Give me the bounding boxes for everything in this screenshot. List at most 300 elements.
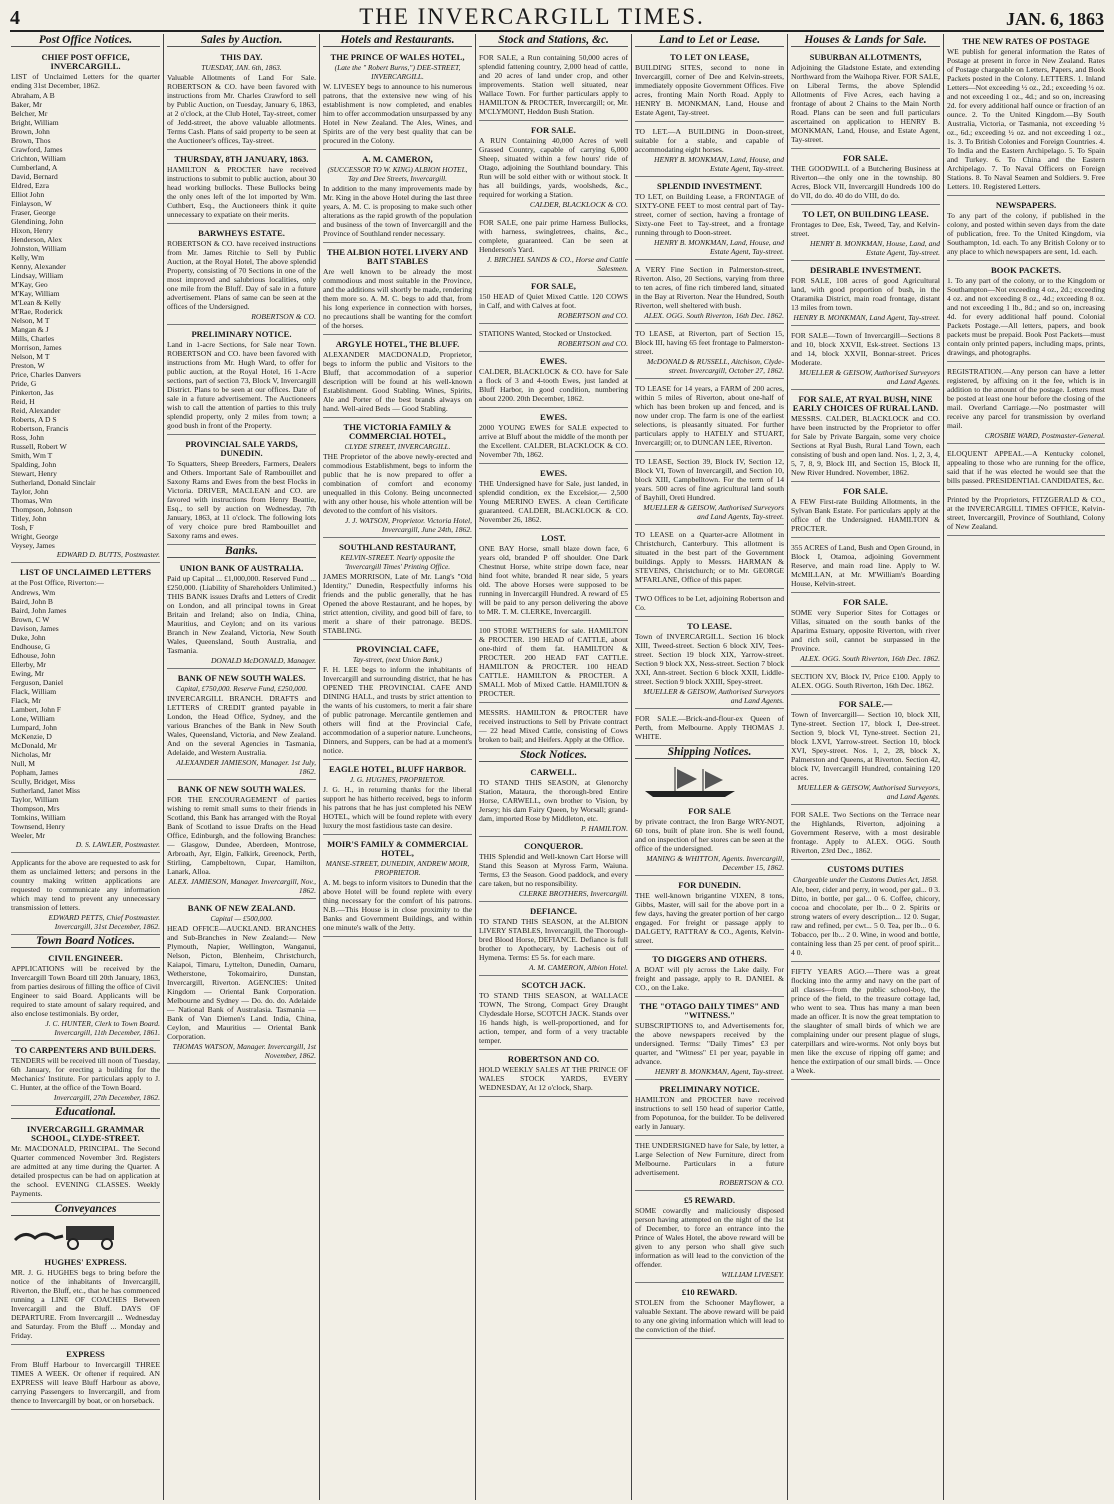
ad-signature: J. J. WATSON, Proprietor. Victoria Hotel, Invercargill, June 24th, 1862. — [344, 516, 472, 534]
letter-entry: Smith, Wm T — [11, 451, 53, 460]
ad-body: FOR SALE, 108 acres of good Agricultural land, with good proportion of bush, in the Otaramika District, main road frontage, distant 13 miles from town. — [791, 276, 940, 312]
advertisement — [947, 263, 1105, 362]
ad-signature: MUELLER & GEISOW, Authorised Surveyors and Land Agents, Tay-street. — [643, 503, 784, 521]
ad-title: EWES. — [540, 412, 567, 422]
ad-subtitle: KELVIN-STREET. Nearly opposite the 'Invercargill Times' Printing Office. — [340, 553, 455, 571]
ad-body: TO LET, on Building Lease, a FRONTAGE of SIXTY-ONE FEET to most central part of Tay-street, corner of section, having a frontage of Sixty-one Feet to Tay-street, and a frontage running through to Doon-street. — [635, 192, 784, 237]
advertisement — [791, 669, 940, 695]
advertisement — [323, 245, 472, 335]
ad-signature: MUELLER & GEISOW, Authorised Surveyors and Land Agents. — [643, 687, 784, 705]
ad-signature: ROBERTSON & CO. — [719, 1178, 784, 1187]
ad-title: BANK OF NEW SOUTH WALES. — [177, 673, 306, 683]
ad-signature: McDONALD & RUSSELL, Aitchison, Clyde-street. Invercargill, October 27, 1862. — [647, 357, 784, 375]
letter-entry: Brown, Thos — [11, 136, 51, 145]
letter-entry: Weeler, Mr — [11, 831, 46, 840]
ad-title: CARWELL. — [530, 767, 577, 777]
advertisement — [167, 782, 316, 899]
letter-entry: Reid, H — [11, 397, 35, 406]
column-5 — [632, 34, 788, 1500]
ad-title: CUSTOMS DUTIES — [827, 864, 904, 874]
letter-entry: Lone, William — [11, 714, 55, 723]
advertisement — [635, 454, 784, 525]
letter-entry: Russell, Robert W — [11, 442, 67, 451]
ad-title: LIST OF UNCLAIMED LETTERS — [19, 567, 152, 577]
ad-signature: ROBERTSON and CO. — [557, 311, 628, 320]
ad-body: Ale, beer, cider and perry, in wood, per gal... 0 3. Ditto, in bottle, per gal... 0 6. Coffee, chicory, cocoa and chocolate, per lb... 0 2. Spirits or strong waters of every description... 12 0. Sugar, raw and refined, per cwt... 5 0. Tea, per lb... 0 6. Tobacco, per lb... 2 0. Wine, in wood and bottle, containing less than 25 per cent. of proof spirit... 4 0. — [791, 885, 940, 957]
ad-body: Printed by the Proprietors, FITZGERALD & CO., at the INVERCARGILL TIMES OFFICE, Kelvin-street, Invercargill, Province of Southland, Colony of New Zealand. — [947, 495, 1105, 531]
section-heading: Stock and Stations, &c. — [479, 36, 628, 47]
advertisement — [791, 263, 940, 326]
ad-body: APPLICATIONS will be received by the Invercargill Town Board till 20th January, 1863, from parties desirous of filling the office of Civil Engineer to said Board. Applicants will be required to state amount of salary required, and also enclose testimonials. By order, — [11, 964, 160, 1018]
letter-entry: Baker, Mr — [11, 100, 42, 109]
ad-signature: EDWARD PETTS, Chief Postmaster. Invercargill, 31st December, 1862. — [48, 913, 160, 931]
advertisement — [167, 50, 316, 150]
ad-signature: HENRY B. MONKMAN, Land, House, and Estate Agent, Tay-street. — [653, 155, 784, 173]
letter-entry: Townsend, Henry — [11, 822, 65, 831]
ad-signature: ROBERTSON & CO. — [251, 312, 316, 321]
ad-title: TO LEASE. — [687, 621, 732, 631]
advertisement — [635, 179, 784, 260]
advertisement — [11, 951, 160, 1041]
letter-entry: Taylor, John — [11, 487, 49, 496]
advertisement — [479, 279, 628, 324]
letter-entry: Crichton, William — [11, 154, 66, 163]
ad-title: CONQUEROR. — [524, 841, 583, 851]
ad-body: JAMES MORRISON, Late of Mr. Lang's "Old Identity," Dunedin, Respectfully informs his friends and the public generally, that he has Opened the above Restaurant, and he hopes, by strict attention, civility, and good bill of fare, to merit a share of their patronage. BEDS. STABLING. — [323, 572, 472, 635]
letter-entry: M'Lean & Kelly — [11, 298, 61, 307]
ad-signature: ALEXANDER JAMIESON, Manager. 1st July, 1862. — [176, 758, 316, 776]
ad-title: LOST. — [541, 533, 566, 543]
advertisement — [323, 837, 472, 937]
advertisement — [635, 1082, 784, 1136]
letter-entry: Kenny, Alexander — [11, 262, 66, 271]
advertisement — [167, 152, 316, 224]
letter-entry: McKenzie, D — [11, 732, 52, 741]
letter-entry: Mangan & J — [11, 325, 49, 334]
ad-body: Are well known to be already the most commodious and most suitable in the Province, and the additions will shortly be made, rendering them more so. A. M. C. begs to add that, from his long experience in connection with horses, no precautions shall be wanting for the comfort of the horses. — [323, 267, 472, 330]
ad-signature: ALEX. OGG. South Riverton, 16th Dec. 1862. — [644, 311, 784, 320]
advertisement — [479, 1052, 628, 1097]
ad-body: Land in 1-acre Sections, for Sale near Town. ROBERTSON and CO. have been favored with instructions from Mr. Hugh Ward, to offer for public auction, at the Royal Hotel, 16 1-Acre sections, part of section 73, Block V, Invercargill District. Plans to be seen at our offices. Date of sale in a future advertisement. The Auctioneers wish to call the attention of parties to this truly splendid property, only 2 miles from town; a good bush in front of the Property. — [167, 340, 316, 430]
ad-title: BANK OF NEW ZEALAND. — [187, 903, 296, 913]
ad-body: CALDER, BLACKLOCK & CO. have for Sale a flock of 3 and 4-tooth Ewes, just landed at Bluff Harbor, in good condition, numbering about 2200. 20th December, 1862. — [479, 367, 628, 403]
letter-entry: Baird, John James — [11, 606, 67, 615]
section-heading: Stock Notices. — [479, 751, 628, 762]
ad-signature: CALDER, BLACKLOCK & CO. — [529, 200, 628, 209]
ad-body: MESSRS. CALDER, BLACKLOCK and CO. have been instructed by the Proprietor to offer for Sale by Private Bargain, some very choice Sections at Ryal Bush, Rural Land Town, each consisting of bush and open land. Nos. 1, 2, 3, 4, 5, 7, 8, 9, Block III, and Section 15, Block II, New River Hundred. November, 1862. — [791, 414, 940, 477]
ad-title: THE PRINCE OF WALES HOTEL, — [330, 52, 465, 62]
advertisement — [635, 619, 784, 709]
ad-body: THE Undersigned have for Sale, just landed, in splendid condition, ex the Excelsior,— 2,500 Young MERINO EWES. A clean Certificate guaranteed. CALDER, BLACKLOCK & CO. November 26, 1862. — [479, 479, 628, 524]
ad-body: ELOQUENT APPEAL.—A Kentucky colonel, appealing to those who are running for the office, said that if he was elected he would see that the bills passed. PRESIDENTIAL CANDIDATES, &c. — [947, 449, 1105, 485]
advertisement — [791, 697, 940, 805]
ad-title: NEWSPAPERS. — [995, 200, 1057, 210]
ad-body: THE GOODWILL of a Butchering Business at Riverton—the only one in the township. 80 Acres, Block VII, Invercargill Hundreds 100 do do VII, do do. 40 do do VIII, do do. — [791, 164, 940, 200]
letter-entry: Bright, William — [11, 118, 59, 127]
letter-entry: Stewart, Henry — [11, 469, 57, 478]
coach-illustration-icon — [11, 1222, 141, 1250]
ad-signature: ALEX. OGG. South Riverton, 16th Dec. 1862. — [800, 654, 940, 663]
letter-entry: Andrews, Wm — [11, 588, 56, 597]
advertisement — [11, 1122, 160, 1203]
ad-signature: EDWARD D. BUTTS, Postmaster. — [56, 550, 160, 559]
letter-entry: Finlayson, W — [11, 199, 52, 208]
ad-body: HEAD OFFICE—AUCKLAND. BRANCHES and Sub-Branches in New Zealand:— New Plymouth, Napier, Wellington, Wanganui, Nelson, Picton, Blenheim, Christchurch, Kaiapoi, Timaru, Lyttelton, Dunedin, Oamaru, Wetherstone, Tokomairiro, Dunstan, Invercargill, Riverton. AGENCIES: United Kingdom — Oriental Bank Corporation. Melbourne and Sydney — Do. do. do. Adelaide — National Bank of Australasia. Tasmania — Bank of Van Diemen's Land. India, China, Ceylon, and Mauritius — Oriental Bank Corporation. — [167, 924, 316, 1041]
ad-subtitle: (Late the " Robert Burns,") DEE-STREET, INVERCARGILL. — [334, 63, 461, 81]
letter-entry: Baird, John B — [11, 597, 53, 606]
ad-body: HAMILTON & PROCTER have received instructions to submit to public auction, about 30 head working bullocks. These Bullocks being the only ones left of the lot imported by Wm. Cuthbert, Esq., the Auctioneers think it quite unnecessary to expatiate on their merits. — [167, 165, 316, 219]
letter-entry: Null, M — [11, 759, 36, 768]
advertisement — [323, 762, 472, 835]
ad-title: BOOK PACKETS. — [990, 265, 1062, 275]
ad-title: FOR DUNEDIN. — [678, 880, 741, 890]
letter-entry: Scully, Bridget, Miss — [11, 777, 76, 786]
ad-body: Adjoining the Gladstone Estate, and extending Northward from the Waihopa River. FOR SALE, on Liberal Terms, the above Splendid Allotments of Five Acres, each having a frontage of about 2 Chains to the Main North Road. Plans can be seen and full particulars ascertained on application to HENRY B. MONKMAN, Land, House, and Estate Agent, Tay-street. — [791, 63, 940, 144]
advertisement — [167, 901, 316, 1064]
advertisement — [479, 531, 628, 621]
ad-title: TO DIGGERS AND OTHERS. — [652, 954, 767, 964]
advertisement — [479, 410, 628, 464]
advertisement — [635, 952, 784, 997]
ad-title: THE NEW RATES OF POSTAGE — [962, 36, 1090, 46]
ad-signature: D. S. LAWLER, Postmaster. — [75, 840, 160, 849]
ad-title: PROVINCIAL SALE YARDS, DUNEDIN. — [185, 439, 298, 458]
letter-entry: Thompson, Mrs — [11, 804, 60, 813]
ad-body: TO STAND THIS SEASON, at WALLACE TOWN, The Strong, Compact Grey Draught Clydesdale Horse, SCOTCH JACK. Stands over 16 hands high, is well-proportioned, and for action, temper, and form of a very tractable temper. — [479, 991, 628, 1045]
ad-body: STATIONS Wanted, Stocked or Unstocked. — [479, 329, 612, 338]
letter-entry: Johnston, William — [11, 244, 67, 253]
letter-entry: Belcher, Mr — [11, 109, 48, 118]
letter-entry: Reid, Alexander — [11, 406, 61, 415]
ad-title: FOR SALE, AT RYAL BUSH, NINE EARLY CHOICES OF RURAL LAND. — [792, 394, 939, 413]
ad-title: £5 REWARD. — [683, 1195, 736, 1205]
ad-body: by private contract, the Iron Barge WRY-NOT, 60 tons, built of plate iron. She is well found, and on inspection of her stores can be seen at the office of the undersigned. — [635, 817, 784, 853]
ad-body: LIST of Unclaimed Letters for the quarter ending 31st December, 1862. — [11, 72, 160, 90]
ad-body: 2000 YOUNG EWES for SALE expected to arrive at Bluff about the middle of the month per the Excellent. CALDER, BLACKLOCK & CO. November 7th, 1862. — [479, 423, 628, 459]
ad-body: SECTION XV, Block IV, Price £100. Apply to ALEX. OGG. South Riverton, 16th Dec. 1862. — [791, 672, 940, 690]
ad-signature: ALEX. JAMIESON, Manager. Invercargill, Nov., 1862. — [168, 877, 316, 895]
advertisement — [791, 50, 940, 149]
ad-signature: DONALD McDONALD, Manager. — [210, 656, 316, 665]
sailing-ship-icon — [635, 765, 745, 799]
advertisement — [635, 878, 784, 950]
advertisement — [479, 623, 628, 703]
letter-entry: Thomas, Wm — [11, 496, 53, 505]
ad-body: TO LEASE on a Quarter-acre Allotment in Christchurch, Canterbury. This allotment is situated in the best part of the Government buildings. Apply to Messrs. HARMAN & STEVENS, Christchurch; or to Mr. GEORGE M'FARLANE, Office of this paper. — [635, 530, 784, 584]
letter-entry: M'Rae, Roderick — [11, 307, 63, 316]
masthead — [10, 4, 1104, 32]
ad-body: ALEXANDER MACDONALD, Proprietor, begs to inform the public and Visitors to the Bluff, that accommodation of a superior description will be found at his well-known Establishment. Good Stabling. Wines, Spirits, Ale and Porter of the best brands always on hand. Well-aired Beds — Good Stabling. — [323, 350, 472, 413]
advertisement — [791, 964, 940, 1080]
columns-container — [8, 34, 1112, 1500]
letter-entry: Flack, William — [11, 687, 57, 696]
letter-entry: Popham, James — [11, 768, 59, 777]
ad-subtitle: Chargeable under the Customs Duties Act, 1858. — [793, 875, 938, 884]
letter-entry: Kelly, Wm — [11, 253, 45, 262]
advertisement — [791, 540, 940, 593]
letter-entry: Nelson, M T — [11, 316, 50, 325]
advertisement — [635, 711, 784, 746]
column-3 — [320, 34, 476, 1500]
ad-signature: MUELLER & GEISOW, Authorised Surveyors and Land Agents. — [799, 368, 940, 386]
letter-entry: Ewing, Mr — [11, 669, 44, 678]
ad-title: CIVIL ENGINEER. — [48, 953, 123, 963]
column-1 — [8, 34, 164, 1500]
ad-body: ROBERTSON & CO. have received instructions from Mr. James Ritchie to Sell by Public Auction, at the Royal Hotel, The above splendid Property, consisting of 70 Sections in one of the most improved and salubrious localities, only one mile from the Bluff. Day of sale in a future advertisement. Plans of same can be seen at the offices of the Undersigned. — [167, 239, 316, 311]
ad-title: EXPRESS — [66, 1349, 105, 1359]
letter-entry: Flack, Mr — [11, 696, 41, 705]
letter-entry: Brown, John — [11, 127, 50, 136]
section-heading: Town Board Notices. — [11, 937, 160, 948]
letter-entry: Veysey, James — [11, 541, 55, 550]
letter-entry: Tomkins, William — [11, 813, 66, 822]
advertisement — [635, 262, 784, 324]
ad-body: TWO Offices to be Let, adjoining Robertson and Co. — [635, 594, 784, 612]
ad-body: HOLD WEEKLY SALES AT THE PRINCE OF WALES STOCK YARDS, EVERY WEDNESDAY, At 12 o'clock, Sharp. — [479, 1065, 628, 1092]
ad-title: TO LET ON LEASE, — [670, 52, 749, 62]
ad-signature: THOMAS WATSON, Manager. Invercargill, 1st November, 1862. — [172, 1042, 316, 1060]
ad-body: THIS Splendid and Well-known Cart Horse will Stand this Season at Myross Farm, Waiuna. Terms, £3 the Season. Good paddock, and every care taken, but no responsibility. — [479, 852, 628, 888]
ad-body: A. M. begs to inform visitors to Dunedin that the above Hotel will be found replete with every thing necessary for the comfort of his patrons. N.B.—This House is in close proximity to the Banks and Government Buildings, and within one minute's walk of the Jetty. — [323, 878, 472, 932]
section-heading: Sales by Auction. — [167, 36, 316, 47]
ad-body: Applicants for the above are requested to ask for them as unclaimed letters; and persons in the country making written applications are requested to communicate any information which may tend to prevent any unnecessary transmission of letters. — [11, 858, 160, 912]
letter-entry: Henderson, Alex — [11, 235, 63, 244]
ad-title: ROBERTSON AND CO. — [507, 1054, 600, 1064]
ad-signature: J. C. HUNTER, Clerk to Town Board. Invercargill, 11th December, 1861. — [45, 1019, 160, 1037]
ad-body: ONE BAY Horse, small blaze down face, 6 years old, branded P off shoulder. One Dark Chestnut Horse, white stripe down face, near hind foot white, branded R near side, 5 years old. The above Horses were supposed to be running in Invercargill Hundred. A reward of £5 will be paid to any person delivering the above to MR. T. M. CLERKE, Invercargill. — [479, 544, 628, 616]
column-2 — [164, 34, 320, 1500]
advertisement — [635, 124, 784, 177]
advertisement — [167, 437, 316, 545]
ad-signature: A. M. CAMERON, Albion Hotel. — [529, 963, 628, 972]
section-heading: Banks. — [167, 547, 316, 558]
unclaimed-letter-list — [11, 588, 160, 840]
ad-title: BARWHEYS ESTATE. — [198, 228, 285, 238]
advertisement — [791, 328, 940, 390]
advertisement — [323, 50, 472, 150]
ad-subtitle: (SUCCESSOR TO W. KING) ALBION HOTEL, Tay and Dee Streets, Invercargill. — [327, 165, 468, 183]
ad-body: 1. To any part of the colony, or to the Kingdom or Southampton—Not exceeding 4 oz., 2d.; exceeding 4 oz. and not exceeding 8 oz., 4d.; exceeding 8 oz. and not exceeding 1 lb., 8d.; and so on, increasing 4d. for every additional half pound. Colonial Packets Postage.—All letters, papers, and book packets must be prepaid. Book Post Packets—must contain only printed papers, including maps, prints, drawings, and photographs. — [947, 276, 1105, 357]
ad-title: FOR SALE.— — [838, 699, 893, 709]
ad-body: THE well-known brigantine VIXEN, 8 tons, Gibbs, Master, will sail for the above port in a few days, having the greater portion of her cargo engaged. For freight or passage apply to DALGETY, RATTRAY & CO., Agents, Kelvin-street. — [635, 891, 784, 945]
ad-signature: CLERKE BROTHERS, Invercargill. — [518, 889, 628, 898]
letter-entry: McDonald, Mr — [11, 741, 57, 750]
ad-title: FOR SALE. — [843, 597, 888, 607]
advertisement — [479, 765, 628, 837]
ad-title: PRELIMINARY NOTICE. — [659, 1084, 760, 1094]
ad-title: CHIEF POST OFFICE, INVERCARGILL. — [41, 52, 130, 71]
letter-entry: Cumberland, A — [11, 163, 58, 172]
advertisement — [167, 327, 316, 435]
ad-body: TO STAND THIS SEASON, at Glenorchy Station, Mataura, the thorough-bred Entire Horse, CARWELL, own brother to Vision, by Jersey; his dam Fairy Queen, by Worsall; grand-dam, imported Rose by Middleton, etc. — [479, 778, 628, 823]
ad-body: W. LIVESEY begs to announce to his numerous patrons, that the extensive new wing of his establishment is now completed, and enables him to offer accommodation unsurpassed by any Hotel in New Zealand. The Ales, Wines, and Spirits are of the very best quality that can be procured in the Colony. — [323, 82, 472, 145]
letter-entry: Sutherland, Donald Sinclair — [11, 478, 96, 487]
advertisement — [791, 595, 940, 667]
advertisement — [479, 839, 628, 902]
ad-signature: HENRY B. MONKMAN, House, Land, and Estate Agent, Tay-street. — [809, 239, 940, 257]
ad-body: FOR SALE, one pair prime Harness Bullocks, with harness, swingletrees, chains, &c., complete, guaranteed. Can be seen at Henderson's Yard. — [479, 218, 628, 254]
ad-body: A RUN Containing 40,000 Acres of well Grassed Country, capable of carrying 6,000 Sheep, situated within a few hours' ride of Otago, adjoining the Southland boundary. This Run will be sold either with or without stock. It has all buildings, yards, woolsheds, &c., required for working a Station. — [479, 136, 628, 199]
column-7 — [944, 34, 1108, 1500]
advertisement — [635, 591, 784, 617]
ad-body: FOR SALE.—Brick-and-flour-ex Queen of Perth, from Melbourne. Apply THOMAS J. WHITE. — [635, 714, 784, 741]
advertisement — [323, 152, 472, 243]
advertisement — [635, 381, 784, 452]
advertisement — [479, 50, 628, 121]
letter-entry: Davison, James — [11, 624, 59, 633]
advertisement — [479, 978, 628, 1050]
advertisement — [635, 527, 784, 589]
advertisement — [791, 392, 940, 482]
ad-body: THE Proprietor of the above newly-erected and commodious Establishment, begs to inform the public that he is now prepared to offer a combination of comfort and economy unequalled in this Colony. Being unconnected with any other house, his whole attention will be devoted to the comfort of his visitors. — [323, 452, 472, 515]
section-heading: Conveyances — [11, 1205, 160, 1216]
advertisement — [167, 226, 316, 325]
ad-body: INVERCARGILL BRANCH. DRAFTS and LETTERS of CREDIT granted payable in London, the Head Office, Sydney, and the various Branches of the Bank in New South Wales, Queensland, Victoria, and New Zealand. And on the several Agencies in Tasmania, Adelaide, and Western Australia. — [167, 694, 316, 757]
advertisement — [947, 364, 1105, 444]
ad-title: ARGYLE HOTEL, THE BLUFF. — [335, 339, 460, 349]
ad-body: MESSRS. HAMILTON & PROCTER have received instructions to Sell by Private contract — 22 head Mixed Cattle, consisting of Cows broken to bail; and Heifers. Apply at the Office. — [479, 708, 628, 744]
ad-title: EAGLE HOTEL, BLUFF HARBOR. — [329, 764, 466, 774]
ad-title: FOR SALE. — [843, 486, 888, 496]
letter-entry: Abraham, A B — [11, 91, 55, 100]
section-heading: Hotels and Restaurants. — [323, 36, 472, 47]
advertisement — [635, 1138, 784, 1191]
letter-entry: David, Bernard — [11, 172, 58, 181]
ad-body: FOR THE ENCOURAGEMENT of parties wishing to remit small sums to their friends in Scotland, this Bank has arranged with the Royal Bank of Scotland to issue Drafts on the Head Office, Edinburgh, and the following Branches:— Glasgow, Dundee, Aberdeen, Montrose, Arbroath, Ayr, Elgin, Falkirk, Greenock, Perth, Stirling, Campbeltown, Cupar, Hamilton, Lanark, Alloa. — [167, 795, 316, 876]
advertisement — [791, 862, 940, 962]
ad-title: PRELIMINARY NOTICE. — [191, 329, 292, 339]
ad-signature: ROBERTSON and CO. — [557, 339, 628, 348]
advertisement — [11, 50, 160, 563]
ad-title: SPLENDID INVESTMENT. — [657, 181, 762, 191]
ad-subtitle: Tay-street, (next Union Bank.) — [352, 655, 443, 664]
ad-body: In addition to the many improvements made by Mr. King in the above Hotel during the last three years, A. M. C. is proposing to make such other alterations as the rapid growth of the population and business of the town of Invercargill and the Province of Southland render necessary. — [323, 184, 472, 238]
letter-entry: Ellerby, Mr — [11, 660, 46, 669]
ad-body: 150 HEAD of Quiet Mixed Cattle. 120 COWS in Calf, and with Calves at foot. — [479, 292, 628, 310]
letter-entry: Lambert, John F — [11, 705, 61, 714]
ad-signature: CROSBIE WARD, Postmaster-General. — [984, 431, 1105, 440]
column-4 — [476, 34, 632, 1500]
advertisement — [635, 999, 784, 1080]
ad-title: FOR SALE. — [531, 125, 576, 135]
letter-entry: Pride, G — [11, 379, 37, 388]
ad-body: WE publish for general information the Rates of Postage at present in force in New Zealand. Rates of Postage chargeable on Letters, Papers, and Book Packets posted in the Colony. LETTERS. 1. Inland Letters—Not exceeding ½ oz., 2d.; exceeding ½ oz. and not exceeding 1 oz., 4d.; and so on, increasing 2d. for every additional half ounce or fraction of an ounce. 2. To the United Kingdom.—By South Australia, Victoria, or Tasmania, not exceeding ½ oz., 6d.; exceeding ½ oz. and not exceeding 1 oz., 1s. 3. To British Colonies and Foreign Countries. 4. To India and the Eastern Archipelago. 5. To Spain and Turkey. 6. To China and the Eastern Archipelago. 7. To Naval Officers on Foreign Stations. 8. To Naval Seamen and Soldiers. 9. Free Letters. 10. Registered Letters. — [947, 47, 1105, 191]
unclaimed-letter-list — [11, 91, 160, 550]
letter-entry: Lindsay, William — [11, 271, 64, 280]
newspaper-title: THE INVERCARGILL TIMES. — [359, 4, 705, 29]
ad-signature: P. HAMILTON. — [580, 824, 628, 833]
advertisement — [791, 484, 940, 538]
advertisement — [635, 1285, 784, 1339]
ad-title: FOR SALE. — [843, 153, 888, 163]
letter-entry: Fraser, George — [11, 208, 56, 217]
ad-title: THE VICTORIA FAMILY & COMMERCIAL HOTEL, — [343, 422, 452, 441]
advertisement — [947, 34, 1105, 196]
advertisement — [11, 1043, 160, 1106]
ad-title: THURSDAY, 8TH JANUARY, 1863. — [174, 154, 309, 164]
ad-title: DESIRABLE INVESTMENT. — [809, 265, 922, 275]
advertisement — [479, 904, 628, 976]
ad-signature: Invercargill, 27th December, 1862. — [53, 1093, 160, 1102]
letter-entry: Endhouse, G — [11, 642, 51, 651]
ad-body: THE UNDERSIGNED have for Sale, by letter, a Large Selection of New Furniture, direct from Melbourne. Particulars in a future advertisement. — [635, 1141, 784, 1177]
ad-body: SOME very Superior Sites for Cottages or Villas, situated on the south banks of the Aparima Estuary, opposite Riverton, with river and rich soil, cannot be surpassed in the Province. — [791, 608, 940, 653]
ad-title: FOR SALE, — [531, 281, 576, 291]
letter-entry: Taylor, William — [11, 795, 59, 804]
ad-body: TO STAND THIS SEASON, at the ALBION LIVERY STABLES, Invercargill, the Thorough-bred Blood Horse, DEFIANCE. Defiance is full brother to Apothecary, by Lachesis out of Hymena. Terms: £5 5s. for each mare. — [479, 917, 628, 962]
ad-title: DEFIANCE. — [529, 906, 578, 916]
ad-body: Mr. MACDONALD, PRINCIPAL. The Second Quarter commenced November 3rd. Registers are admitted at any time during the Quarter. A detailed prospectus can be had on application at the school. EVENING CLASSES. Weekly Payments. — [11, 1144, 160, 1198]
ad-subtitle: MANSE-STREET, DUNEDIN, ANDREW MOIR, PROPRIETOR. — [325, 859, 470, 877]
advertisement — [635, 804, 784, 876]
ad-body: SOME cowardly and maliciously disposed person having attempted on the night of the 1st of December, to force an entrance into the Prince of Wales Hotel, the above reward will be given to any person who shall give such information as will lead to the conviction of the offender. — [635, 1206, 784, 1269]
column-6 — [788, 34, 944, 1500]
ad-title: SCOTCH JACK. — [521, 980, 586, 990]
advertisement — [479, 123, 628, 213]
letter-entry: Crawford, James — [11, 145, 63, 154]
ad-body: A FEW First-rate Building Allotments, in the Sylvan Bank Estate. For particulars apply at the office of the Undersigned. HAMILTON & PROCTER. — [791, 497, 940, 533]
ad-body: J. G. H., in returning thanks for the liberal support he has hitherto received, begs to inform his patrons that he has just completed his NEW HOTEL, which will be found replete with every luxury the most fastidious taste can desire. — [323, 785, 472, 830]
ad-subtitle: CLYDE STREET, INVERCARGILL. — [344, 442, 451, 451]
advertisement — [479, 466, 628, 529]
ad-body: To any part of the colony, if published in the colony, and posted within seven days from the date of publication, free. To the United Kingdom, via Southampton, 1d. each. To any British Colony or to any place to which newspapers are sent, 1d. each. — [947, 211, 1105, 256]
ad-title: THIS DAY. — [220, 52, 263, 62]
letter-entry: M'Kay, Geo — [11, 280, 48, 289]
ad-body: Paid up Capital ... £1,000,000. Reserved Fund ... £250,000. (Liability of Shareholders Unlimited.) THIS BANK issues Drafts and Letters of Credit on London, and all principal towns in Great Britain and Ireland; also on India, China, Mauritius, and Ceylon; and on its various Branch in New Zealand, Victoria, New South Wales, Queensland, South Australia, and Tasmania. — [167, 574, 316, 655]
advertisement — [791, 807, 940, 860]
ad-body: Frontages to Dee, Esk, Tweed, Tay, and Kelvin-street. — [791, 220, 940, 238]
ad-title: INVERCARGILL GRAMMAR SCHOOL, CLYDE-STREET. — [26, 1124, 145, 1143]
letter-entry: Duke, John — [11, 633, 46, 642]
section-heading: Houses & Lands for Sale. — [791, 36, 940, 47]
ad-title: EWES. — [540, 468, 567, 478]
ad-body: 100 STORE WETHERS for sale. HAMILTON & PROCTER. 190 HEAD of CATTLE, about one-third of them fat. HAMILTON & PROCTER. 200 HEAD FAT CATTLE. HAMILTON & PROCTER. 100 HEAD CATTLE. HAMILTON & PROCTER. A SMALL Mob of Mixed Cattle. HAMILTON & PROCTER. — [479, 626, 628, 698]
advertisement — [11, 1255, 160, 1345]
section-heading: Shipping Notices. — [635, 748, 784, 759]
ad-title: FOR SALE — [688, 806, 731, 816]
ad-signature: MUELLER & GEISOW, Authorised Surveyors, and Land Agents. — [797, 783, 940, 801]
ad-title: THE ALBION HOTEL LIVERY AND BAIT STABLES — [326, 247, 469, 266]
ad-title: SOUTHLAND RESTAURANT, — [339, 542, 456, 552]
ad-body: HAMILTON and PROCTER have received instructions to sell 150 head of superior Cattle, from Popotunoa, for the builder. To be delivered early in January. — [635, 1095, 784, 1131]
letter-entry: Nicholas, Mr — [11, 750, 52, 759]
letter-entry: Sutherland, Janet Miss — [11, 786, 80, 795]
letter-entry: Ross, John — [11, 433, 44, 442]
ad-title: HUGHES' EXPRESS. — [44, 1257, 127, 1267]
advertisement — [635, 1193, 784, 1283]
ad-signature: WILLIAM LIVESEY. — [721, 1270, 784, 1279]
ad-body: FOR SALE—Town of Invercargill—Sections 8 and 10, block XXVII, Esk-street. Sections 13 and 14, block XXVII, Bonnar-street. Prices Moderate. — [791, 331, 940, 367]
advertisement — [11, 565, 160, 853]
page-number: 4 — [10, 7, 20, 29]
ad-body: 355 ACRES of Land, Bush and Open Ground, in Block I, Otamoa, adjoining Government Reserve, and main road line. Apply to W. McMILLAN, at Mr. M'William's Boarding House, Kelvin-street. — [791, 543, 940, 588]
ad-signature: MANING & WHITTON, Agents. Invercargill, December 15, 1862. — [646, 854, 784, 872]
advertisement — [947, 446, 1105, 490]
letter-entry: Pinkerton, Jas — [11, 388, 54, 397]
letter-entry: Hixon, Henry — [11, 226, 53, 235]
advertisement — [11, 1347, 160, 1410]
ad-body: REGISTRATION.—Any person can have a letter registered, by affixing on it the fee, which is in addition to the amount of the postage. Letters must be posted at least one hour before the closing of the mail. Overland Carriage.—No postmaster will receive any parcel for transmission by overland mail. — [947, 367, 1105, 430]
letter-entry: Roberts, A D S — [11, 415, 57, 424]
ad-title: A. M. CAMERON, — [362, 154, 433, 164]
advertisement — [167, 671, 316, 780]
ad-title: UNION BANK OF AUSTRALIA. — [179, 563, 304, 573]
letter-entry: Robertson, Francis — [11, 424, 69, 433]
letter-entry: Morrison, James — [11, 343, 62, 352]
letter-entry: Eldred, Ezra — [11, 181, 49, 190]
section-heading: Land to Let or Lease. — [635, 36, 784, 47]
ad-subtitle: TUESDAY, JAN. 6th, 1863. — [201, 63, 282, 72]
